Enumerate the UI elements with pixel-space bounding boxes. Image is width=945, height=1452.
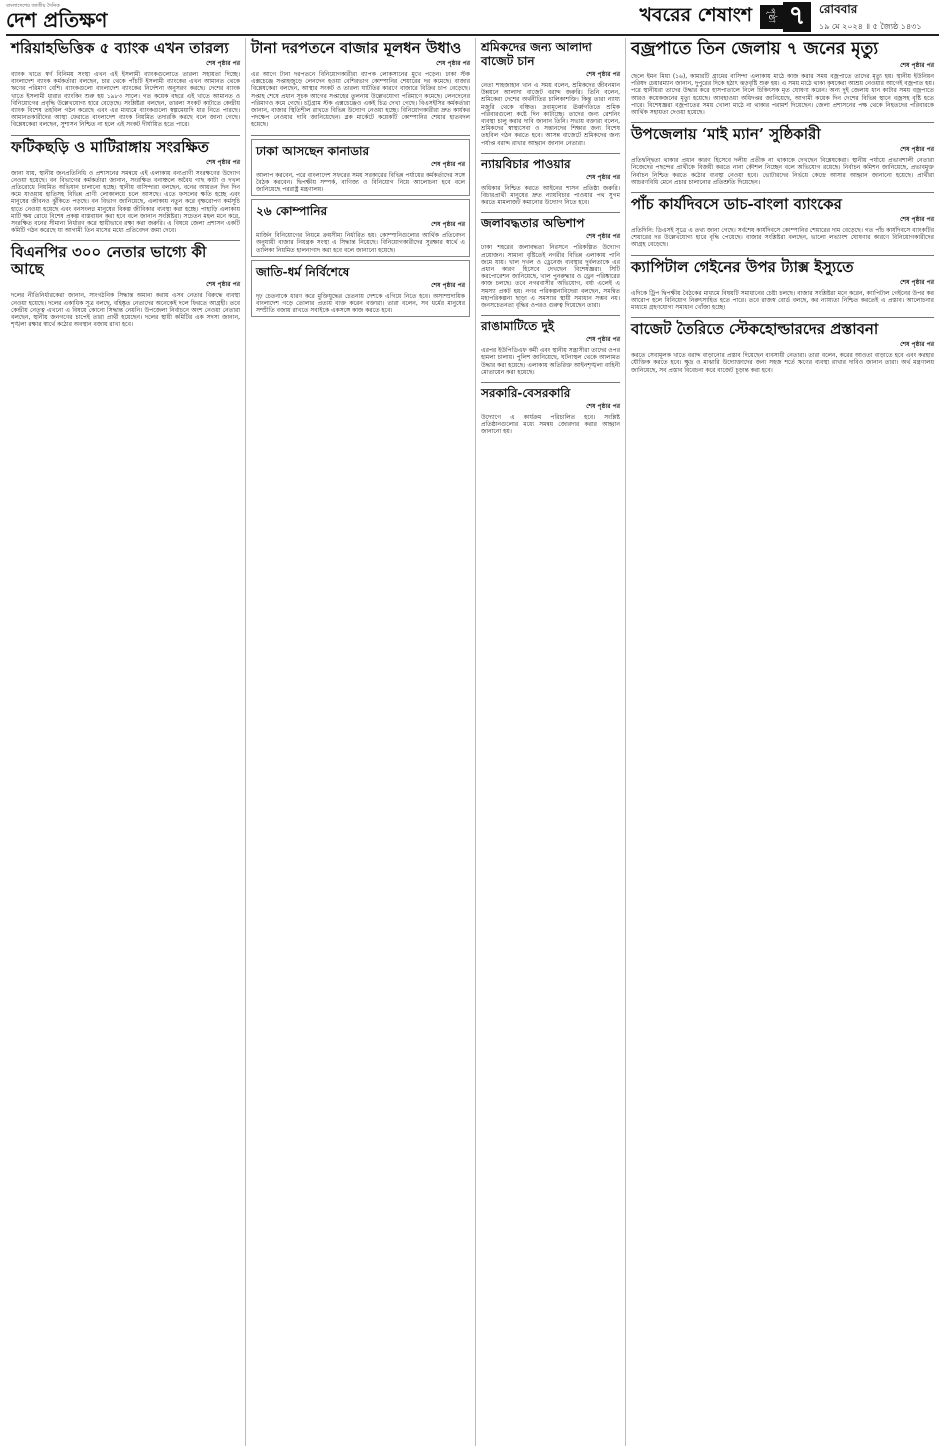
story-body: নেতা শাহজাহান খান এ সময় বলেন, শ্রমিকদের জীবনমান উন্নয়নে আলাদা বাজেট বরাদ্দ জরুরি। তিনি বলেন, শ্রমিকেরা দেশের অর্থনীতির চালিকাশক্তি। কিন্তু তারা ন্যায্য মজুরি থেকে বঞ্চিত। দ্রব্যমূল্যের ঊর্ধ্বগতিতে শ্রমিক পরিবারগুলো কষ্টে দিন কাটাচ্ছে। তাদের জন্য রেশনিং ব্যবস্থা চালু করার দাবি জানান তিনি। সভায় বক্তারা বলেন, শ্রমিকদের স্বাস্থ্যসেবা ও সন্তানদের শিক্ষার জন্য বিশেষ তহবিল গঠন করতে হবে। আসন্ন বাজেটে শ্রমিকদের জন্য পর্যাপ্ত বরাদ্দ রাখার আহ্বান জানান নেতারা। xyxy=(481,82,620,147)
headline: রাঙামাটিতে দুই xyxy=(481,319,555,334)
byline: শেষ পৃষ্ঠার পর xyxy=(431,221,465,229)
story-body: এদিকে ট্রিপ দ্বিপক্ষীয় বৈঠকের মাধ্যমে বিষয়টি সমাধানের চেষ্টা চলছে। বাজার সংশ্লিষ্টরা মনে করেন, ক্যাপিটাল গেইনের উপর কর আরোপ হলে বিনিয়োগ নিরুৎসাহিত হতে পারে। তবে রাজস্ব বোর্ড বলছে, কর ন্যায্যতা নিশ্চিত করতেই এ প্রস্তাব। আলোচনার মাধ্যমে গ্রহণযোগ্য সমাধান খোঁজা হচ্ছে। xyxy=(631,289,934,312)
divider xyxy=(631,317,934,318)
byline: শেষ পৃষ্ঠার পর xyxy=(900,62,934,69)
headline: বিএনপির ৩০০ নেতার ভাগ্যে কী আছে xyxy=(11,243,207,279)
masthead xyxy=(6,0,939,36)
section-title: খবরের শেষাংশ xyxy=(639,4,752,26)
story-body: ছেলে ইমন মিয়া (১৬), কামারটি গ্রামের বাসিন্দা এলাকায় মাঠে কাজ করার সময় বজ্রপাতে তাদের মৃত্যু হয়। স্থানীয় ইউনিয়ন পরিষদ চেয়ারম্যান জানান, দুপুরের দিকে হঠাৎ ঝড়বৃষ্টি শুরু হয়। এ সময় মাঠে থাকা কৃষকেরা আশ্রয় নেওয়ার আগেই বজ্রপাত হয়। পরে স্থানীয়রা তাদের উদ্ধার করে হাসপাতালে নিলে চিকিৎসক মৃত ঘোষণা করেন। অন্য দুই জেলায় ধান কাটার সময় বজ্রপাতে আরও কয়েকজনের মৃত্যু হয়েছে। আবহাওয়া অধিদপ্তর জানিয়েছে, আগামী কয়েক দিন দেশের বিভিন্ন স্থানে বজ্রসহ বৃষ্টি হতে পারে। বিশেষজ্ঞরা বজ্রপাতের সময় খোলা মাঠে না থাকার পরামর্শ দিয়েছেন। জেলা প্রশাসনের পক্ষ থেকে নিহতদের পরিবারকে আর্থিক সহায়তা দেওয়া হয়েছে। xyxy=(631,73,934,117)
story-canada xyxy=(251,139,470,197)
story-26-companies xyxy=(251,199,470,257)
logo-tagline: বাংলাদেশের জাতীয় দৈনিক xyxy=(6,3,60,9)
divider xyxy=(481,382,620,383)
story-body: জানা যায়, স্থানীয় জনপ্রতিনিধি ও প্রশাসনের সমন্বয়ে এই এলাকায় বন্যপ্রাণী সংরক্ষণের উদ্যোগ নেওয়া হয়েছে। বন বিভাগের কর্মকর্তারা জানান, সংরক্ষিত বনাঞ্চলে অবৈধ গাছ কাটা ও দখল প্রতিরোধে নিয়মিত অভিযান চালানো হচ্ছে। স্থানীয় বাসিন্দারা বলছেন, বনের আয়তন দিন দিন কমে যাওয়ায় হাতিসহ বিভিন্ন প্রাণী লোকালয়ে চলে আসছে। এতে ফসলের ক্ষতি হচ্ছে এবং মানুষের জীবনও ঝুঁকিতে পড়ছে। বন বিভাগ জানিয়েছে, এলাকায় নতুন করে বৃক্ষরোপণ কর্মসূচি হাতে নেওয়া হয়েছে এবং বনসংলগ্ন মানুষের বিকল্প জীবিকার ব্যবস্থা করা হচ্ছে। পাহাড়ি এলাকায় মাটি ক্ষয় রোধে বিশেষ প্রকল্প বাস্তবায়ন করা হবে বলে জানান সংশ্লিষ্টরা। সচেতন মহল মনে করে, সংরক্ষিত বনের সীমানা নির্ধারণ করে স্থায়ীভাবে রক্ষা করা জরুরি। এ বিষয়ে জেলা প্রশাসন একটি কমিটি গঠন করেছে যা আগামী তিন মাসের মধ্যে প্রতিবেদন জমা দেবে। xyxy=(11,169,240,235)
story-dutch-bangla xyxy=(631,196,934,249)
story-rangamati xyxy=(481,319,620,376)
byline: শেষ পৃষ্ঠার পর xyxy=(900,216,934,224)
story-body: ঢাকা শহরের জলাবদ্ধতা নিরসনে পরিকল্পিত উদ্যোগ প্রয়োজন। সামান্য বৃষ্টিতেই নগরীর বিভিন্ন এলাকায় পানি জমে যায়। খাল দখল ও ড্রেনেজ ব্যবস্থার দুর্বলতাকে এর প্রধান কারণ হিসেবে দেখছেন বিশেষজ্ঞরা। সিটি করপোরেশন জানিয়েছে, খাল পুনরুদ্ধার ও ড্রেন পরিষ্কারের কাজ চলছে। তবে নগরবাসীর অভিযোগ, বর্ষা এলেই এ সমস্যা প্রকট হয়। নগর পরিকল্পনাবিদেরা বলছেন, সমন্বিত মহাপরিকল্পনা ছাড়া এ সমস্যার স্থায়ী সমাধান সম্ভব নয়। জনসচেতনতা বৃদ্ধির ওপরও গুরুত্ব দিয়েছেন তারা। xyxy=(481,244,620,310)
story-upazila xyxy=(631,126,934,186)
byline: শেষ পৃষ্ঠার পর xyxy=(900,146,934,154)
story-stock-fall xyxy=(251,40,470,129)
divider xyxy=(251,135,470,136)
columns xyxy=(6,38,939,1446)
divider xyxy=(11,240,240,241)
story-body: আলাপ করবেন, পরে বাংলাদেশ সফরের সময় সরকারের বিভিন্ন পর্যায়ের কর্মকর্তাদের সঙ্গে বৈঠক করবেন। দ্বিপক্ষীয় সম্পর্ক, বাণিজ্য ও বিনিয়োগ নিয়ে আলোচনা হবে বলে জানিয়েছে পররাষ্ট্র মন্ত্রণালয়। xyxy=(256,171,465,194)
story-body: ব্যাংক খাতে স্বর্ণ বিনিময় সংস্থা এখন এই ইসলামী ব্যাংকগুলোতে তারল্য সহায়তা দিচ্ছে। বাংলাদেশ ব্যাংক কর্মকর্তারা বলছেন, চার থেকে পাঁচটি ইসলামী ব্যাংকের এখন আমানত থেকে ঋণের পরিমাণ বেশি। ব্যাংকগুলো বাংলাদেশ ব্যাংকের নির্দেশনা অনুসরণ করছে। দেশের ব্যাংক খাতে ইসলামী ধারার ব্যাংকিং শুরু হয় ১৯৮৩ সালে। গত কয়েক বছরে এই খাতে আমানত ও বিনিয়োগের প্রবৃদ্ধি উল্লেখযোগ্য হারে বেড়েছে। সংশ্লিষ্টরা বলছেন, তারল্য সংকট কাটাতে কেন্দ্রীয় ব্যাংক বিশেষ তহবিল গঠন করেছে এবং এর মাধ্যমে ব্যাংকগুলো স্বল্পমেয়াদি ধার নিতে পারছে। আমানতকারীদের আস্থা ফেরাতে বাংলাদেশ ব্যাংক নিয়মিত তদারকি করছে বলে জানা গেছে। বিশ্লেষকেরা বলছেন, সুশাসন নিশ্চিত না হলে এই সংকট দীর্ঘায়িত হতে পারে। xyxy=(11,71,240,129)
story-budget-stakeholders xyxy=(631,321,934,374)
divider xyxy=(631,192,934,193)
story-body: এর আগে টানা দরপতনে বিনিয়োগকারীরা ব্যাপক লোকসানের মুখে পড়েন। ঢাকা স্টক এক্সচেঞ্জে সপ্তাহজুড়ে লেনদেন হওয়া বেশিরভাগ কোম্পানির শেয়ারের দর কমেছে। বাজার বিশ্লেষকেরা বলছেন, আস্থার সংকট ও তারল্য ঘাটতির কারণে বাজারে বিক্রির চাপ বেড়েছে। সপ্তাহ শেষে প্রধান সূচক আগের সপ্তাহের তুলনায় উল্লেখযোগ্য পরিমাণে কমেছে। লেনদেনের পরিমাণও কমে গেছে। চট্টগ্রাম স্টক এক্সচেঞ্জেও একই চিত্র দেখা গেছে। বিএসইসির কর্মকর্তারা জানান, বাজার স্থিতিশীল রাখতে বিভিন্ন উদ্যোগ নেওয়া হচ্ছে। বিনিয়োগকারীরা দ্রুত কার্যকর পদক্ষেপ নেওয়ার দাবি জানিয়েছেন। ব্লক মার্কেটে কয়েকটি কোম্পানির শেয়ার হাতবদল হয়েছে। xyxy=(251,71,470,129)
byline: শেষ পৃষ্ঠার পর xyxy=(206,281,240,289)
story-waterlogging xyxy=(481,216,620,309)
headline: ন্যায়বিচার পাওয়ার xyxy=(481,156,571,171)
divider xyxy=(481,212,620,213)
date-box xyxy=(811,1,939,34)
headline: শরিয়াহভিত্তিক ৫ ব্যাংক এখন তারল্য xyxy=(11,39,229,57)
story-body: উদ্যোগে এ কার্যক্রম পরিচালিত হবে। সংশ্লিষ্ট প্রতিষ্ঠানগুলোর মধ্যে সমন্বয় জোরদার করার আহ্বান জানানো হয়। xyxy=(481,414,620,436)
byline: শেষ পৃষ্ঠার পর xyxy=(900,278,934,286)
byline: শেষ পৃষ্ঠার পর xyxy=(586,403,620,411)
logo xyxy=(6,3,266,31)
byline: শেষ পৃষ্ঠার পর xyxy=(206,158,240,166)
story-body: প্রতিদ্বন্দ্বিতা থাকার প্রধান কারণ হিসেবে দলীয় প্রতীক না থাকাকে দেখছেন বিশ্লেষকেরা। স্থানীয় পর্যায়ে প্রভাবশালী নেতারা নিজেদের পছন্দের প্রার্থীকে বিজয়ী করতে নানা কৌশল নিচ্ছেন বলে অভিযোগ রয়েছে। নির্বাচন কমিশন জানিয়েছে, প্রভাবমুক্ত নির্বাচন নিশ্চিত করতে কঠোর ব্যবস্থা নেওয়া হবে। ভোটারদের নির্ভয়ে কেন্দ্রে আসার আহ্বান জানানো হয়েছে। প্রার্থীরা আচরণবিধি মেনে প্রচার চালানোর প্রতিশ্রুতি দিয়েছেন। xyxy=(631,157,934,186)
story-communal xyxy=(251,260,470,318)
headline: শ্রমিকদের জন্য আলাদা বাজেট চান xyxy=(481,40,592,68)
byline: শেষ পৃষ্ঠার পর xyxy=(586,233,620,241)
story-banks xyxy=(11,40,240,129)
byline: শেষ পৃষ্ঠার পর xyxy=(206,60,240,67)
page-label: পৃষ্ঠা xyxy=(760,5,783,29)
issue-date: ১৯ মে ২০২৪ ॥ ৫ জ্যৈষ্ঠ ১৪৩১ xyxy=(819,21,922,31)
story-body: অধিকার নিশ্চিত করতে আইনের শাসন প্রতিষ্ঠা জরুরি। বিচারপ্রার্থী মানুষের দ্রুত ন্যায়বিচার পাওয়ার পথ সুগম করতে মামলাজট কমানোর উদ্যোগ নিতে হবে। xyxy=(481,184,620,207)
day-name: রোববার xyxy=(819,1,858,16)
story-public-private xyxy=(481,386,620,436)
headline: ২৬ কোম্পানির xyxy=(256,204,328,219)
headline: জলাবদ্ধতার অভিশাপ xyxy=(481,216,585,231)
story-body: করতে সেবামূলক খাতে বরাদ্দ বাড়ানোর প্রস্তাব দিয়েছেন ব্যবসায়ী নেতারা। তারা বলেন, করের আওতা বাড়াতে হবে এবং করহার যৌক্তিক করতে হবে। ক্ষুদ্র ও মাঝারি উদ্যোক্তাদের জন্য সহজ শর্তে ঋণের ব্যবস্থা রাখার দাবিও জানান তারা। অর্থ মন্ত্রণালয় জানিয়েছে, সব প্রস্তাব বিবেচনা করে বাজেট চূড়ান্ত করা হবে। xyxy=(631,352,934,374)
headline: ঢাকা আসছেন কানাডার xyxy=(256,143,370,158)
page-number: ৭ xyxy=(783,2,811,32)
headline: উপজেলায় ‘মাই ম্যান’ সুষ্ঠিকারী xyxy=(631,125,821,144)
divider xyxy=(481,153,620,154)
column-2 xyxy=(246,38,476,1446)
column-1 xyxy=(6,38,246,1446)
divider xyxy=(631,255,934,256)
column-4 xyxy=(626,38,939,1446)
story-lightning xyxy=(631,40,934,116)
logo-name: দেশ প্রতিক্ষণ xyxy=(6,8,108,32)
headline: বাজেট তৈরিতে স্টেকহোল্ডারদের প্রস্তাবনা xyxy=(631,320,879,339)
story-forest xyxy=(11,139,240,235)
story-capital-gain xyxy=(631,259,934,312)
headline: জাতি-ধর্ম নির্বিশেষে xyxy=(256,264,350,279)
byline: শেষ পৃষ্ঠার পর xyxy=(900,341,934,349)
byline: শেষ পৃষ্ঠার পর xyxy=(586,71,620,78)
divider xyxy=(11,135,240,136)
story-body: দলের নীতিনির্ধারকেরা জানান, সাংগঠনিক সিদ্ধান্ত অমান্য করায় এসব নেতার বিরুদ্ধে ব্যবস্থা নেওয়া হয়েছে। দলের একাধিক সূত্র বলছে, বহিষ্কৃত নেতাদের অনেকেই দলে ফিরতে আগ্রহী। তবে কেন্দ্রীয় নেতৃত্ব এখনো এ বিষয়ে কোনো সিদ্ধান্ত নেয়নি। উপজেলা নির্বাচনে অংশ নেওয়া নেতারা বলছেন, স্থানীয় জনগণের চাপেই তারা প্রার্থী হয়েছেন। দলের স্থায়ী কমিটির এক সদস্য জানান, শৃঙ্খলা রক্ষার স্বার্থে কঠোর অবস্থান বজায় রাখা হবে। xyxy=(11,292,240,329)
story-body: এরপর ইউপিডিএফ কর্মী এবং স্থানীয় সন্ত্রাসীরা তাদের ওপর হামলা চালায়। পুলিশ জানিয়েছে, ঘটনাস্থল থেকে আলামত উদ্ধার করা হয়েছে। এলাকায় অতিরিক্ত আইনশৃঙ্খলা বাহিনী মোতায়েন করা হয়েছে। xyxy=(481,347,621,376)
column-3 xyxy=(476,38,626,1446)
story-justice xyxy=(481,157,620,207)
story-bnp xyxy=(11,244,240,328)
story-body: মার্জিন বিনিয়োগের নিয়মে ক্রয়সীমা নির্ধারিত হয়। কোম্পানিগুলোর আর্থিক প্রতিবেদন অনুযায়ী বাজার নিয়ন্ত্রক সংস্থা এ সিদ্ধান্ত নিয়েছে। বিনিয়োগকারীদের সুরক্ষার স্বার্থে এ তালিকা নিয়মিত হালনাগাদ করা হবে বলে জানানো হয়েছে। xyxy=(256,232,465,254)
story-body: দৃঢ় চেতনাকে ধারণ করে মুক্তিযুদ্ধের চেতনায় দেশকে এগিয়ে নিতে হবে। অসাম্প্রদায়িক বাংলাদেশ গড়ে তোলার প্রত্যয় ব্যক্ত করেন বক্তারা। তারা বলেন, সব ধর্মের মানুষের সম্প্রীতি বজায় রাখতে সবাইকে একসঙ্গে কাজ করতে হবে। xyxy=(256,292,465,315)
divider xyxy=(481,315,620,316)
headline: ফটিকছড়ি ও মাটিরাঙ্গায় সংরক্ষিত xyxy=(11,137,209,156)
headline: সরকারি-বেসরকারি xyxy=(481,386,571,401)
headline: টানা দরপতনে বাজার মূলধন উধাও xyxy=(251,39,462,57)
story-body: প্রতিদিনি: ডিএসই সূত্রে এ তথ্য জানা গেছে। সর্বশেষ কার্যদিবসে কোম্পানির শেয়ারের দাম বেড়েছে। গত পাঁচ কার্যদিবসে ব্যাংকটির শেয়ারের দর উল্লেখযোগ্য হারে বৃদ্ধি পেয়েছে। বাজার সংশ্লিষ্টরা বলছেন, ভালো লভ্যাংশ ঘোষণার কারণে বিনিয়োগকারীদের আগ্রহ বেড়েছে। xyxy=(631,227,934,249)
byline: শেষ পৃষ্ঠার পর xyxy=(431,281,465,289)
story-workers-budget xyxy=(481,40,620,147)
headline: বজ্রপাতে তিন জেলায় ৭ জনের মৃত্যু xyxy=(631,39,879,59)
byline: শেষ পৃষ্ঠার পর xyxy=(586,173,620,181)
byline: শেষ পৃষ্ঠার পর xyxy=(586,336,620,344)
byline: শেষ পৃষ্ঠার পর xyxy=(436,60,470,67)
headline: পাঁচ কার্যদিবসে ডাচ-বাংলা ব্যাংকের xyxy=(631,195,842,214)
byline: শেষ পৃষ্ঠার পর xyxy=(431,160,465,168)
headline: ক্যাপিটাল গেইনের উপর ট্যাক্স ইস্যুতে xyxy=(631,257,854,276)
divider xyxy=(631,122,934,123)
